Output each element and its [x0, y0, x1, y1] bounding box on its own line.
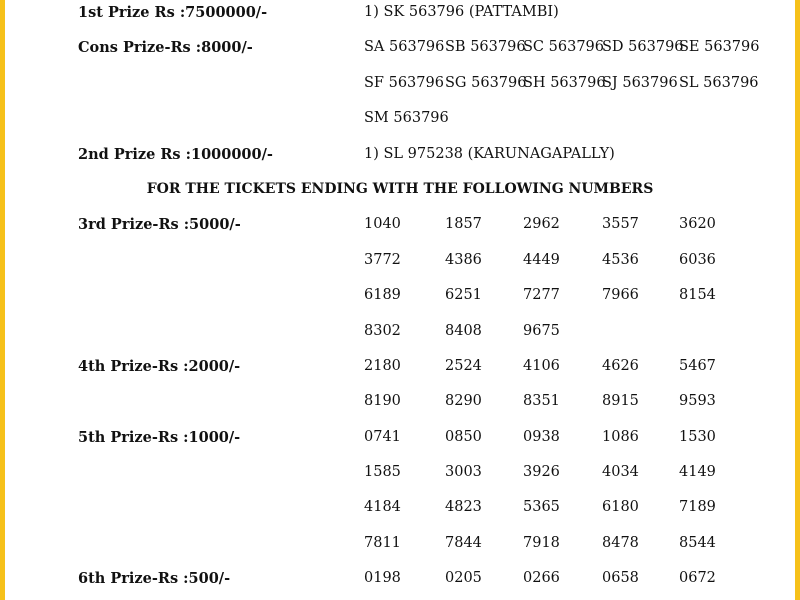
ticket-number: 4386 — [445, 251, 482, 268]
ticket-number: 1086 — [602, 428, 639, 445]
ticket-number: 7918 — [523, 534, 560, 551]
ticket-number: 7844 — [445, 534, 482, 551]
ticket-number: 4106 — [523, 357, 560, 374]
ticket-number: 6251 — [445, 287, 482, 304]
ticket-number: 3557 — [602, 216, 639, 233]
ticket-number: 4626 — [602, 357, 639, 374]
ticket-number: 7811 — [364, 534, 401, 551]
ticket-number: 0658 — [602, 570, 639, 587]
ticket-number: 5467 — [679, 357, 716, 374]
ticket-number: 8351 — [523, 393, 560, 410]
ticket-number: SD 563796 — [602, 39, 684, 56]
ticket-number: 4823 — [445, 499, 482, 516]
fifth-prize-row — [0, 493, 800, 528]
second-prize-label: 2nd Prize Rs :1000000/- — [78, 145, 273, 163]
ticket-number: 1585 — [364, 464, 401, 481]
sixth-prize-label: 6th Prize-Rs :500/- — [78, 570, 231, 588]
ticket-number: SM 563796 — [364, 110, 449, 127]
fourth-prize-row — [0, 387, 800, 422]
third-prize-row — [0, 246, 800, 281]
ticket-number: 0266 — [523, 570, 560, 587]
ticket-number: 5365 — [523, 499, 560, 516]
third-prize-row — [0, 210, 800, 245]
ticket-number: 4184 — [364, 499, 401, 516]
ticket-number: 6189 — [364, 287, 401, 304]
ticket-number: 8478 — [602, 534, 639, 551]
ticket-number: 1530 — [679, 428, 716, 445]
fourth-prize-row — [0, 352, 800, 387]
ticket-number: 3620 — [679, 216, 716, 233]
fourth-prize-label: 4th Prize-Rs :2000/- — [78, 357, 241, 375]
ticket-number: 0741 — [364, 428, 401, 445]
ticket-number: 7966 — [602, 287, 639, 304]
ticket-number: 2962 — [523, 216, 560, 233]
cons-prize-label: Cons Prize-Rs :8000/- — [78, 39, 253, 57]
ticket-number: 8154 — [679, 287, 716, 304]
ticket-number: 1857 — [445, 216, 482, 233]
cons-prize-row — [0, 104, 800, 139]
ticket-number: SE 563796 — [679, 39, 760, 56]
fifth-prize-row — [0, 458, 800, 493]
ticket-number: SL 563796 — [679, 74, 759, 91]
ticket-number: SF 563796 — [364, 74, 444, 91]
ticket-number: 6180 — [602, 499, 639, 516]
ticket-number: 3772 — [364, 251, 401, 268]
third-prize-row — [0, 317, 800, 352]
fifth-prize-row — [0, 423, 800, 458]
ticket-number: SH 563796 — [523, 74, 606, 91]
ticket-number: 3926 — [523, 464, 560, 481]
first-prize-winner: 1) SK 563796 (PATTAMBI) — [364, 4, 559, 20]
ticket-number: 0938 — [523, 428, 560, 445]
ticket-number: 0672 — [679, 570, 716, 587]
first-prize-label: 1st Prize Rs :7500000/- — [78, 4, 268, 21]
ticket-number: SA 563796 — [364, 39, 445, 56]
ticket-number: SJ 563796 — [602, 74, 678, 91]
ticket-number: 6036 — [679, 251, 716, 268]
ticket-number: 8408 — [445, 322, 482, 339]
ticket-number: 0205 — [445, 570, 482, 587]
ticket-number: SG 563796 — [445, 74, 527, 91]
third-prize-row — [0, 281, 800, 316]
ticket-number: 3003 — [445, 464, 482, 481]
cons-prize-row — [0, 69, 800, 104]
ticket-number: 8190 — [364, 393, 401, 410]
sixth-prize-row — [0, 564, 800, 599]
cons-prize-row — [0, 33, 800, 68]
ticket-number: 1040 — [364, 216, 401, 233]
fifth-prize-row — [0, 529, 800, 564]
section-heading: FOR THE TICKETS ENDING WITH THE FOLLOWING NUMBERS — [146, 180, 654, 197]
ticket-number: 0850 — [445, 428, 482, 445]
ticket-number: 8915 — [602, 393, 639, 410]
ticket-number: 8544 — [679, 534, 716, 551]
second-prize-row — [0, 140, 800, 175]
ticket-number: 8302 — [364, 322, 401, 339]
ticket-number: 2524 — [445, 357, 482, 374]
ticket-number: SC 563796 — [523, 39, 604, 56]
ticket-number: 7277 — [523, 287, 560, 304]
ticket-number: 4034 — [602, 464, 639, 481]
third-prize-label: 3rd Prize-Rs :5000/- — [78, 216, 241, 234]
ticket-number: SB 563796 — [445, 39, 526, 56]
fifth-prize-label: 5th Prize-Rs :1000/- — [78, 428, 241, 446]
section-heading-row — [0, 175, 800, 210]
ticket-number: 0198 — [364, 570, 401, 587]
ticket-number: 4149 — [679, 464, 716, 481]
ticket-number: 9675 — [523, 322, 560, 339]
ticket-number: 7189 — [679, 499, 716, 516]
ticket-number: 2180 — [364, 357, 401, 374]
second-prize-winner: 1) SL 975238 (KARUNAGAPALLY) — [364, 145, 615, 162]
ticket-number: 4449 — [523, 251, 560, 268]
ticket-number: 8290 — [445, 393, 482, 410]
first-prize-row — [0, 0, 800, 33]
ticket-number: 4536 — [602, 251, 639, 268]
ticket-number: 9593 — [679, 393, 716, 410]
